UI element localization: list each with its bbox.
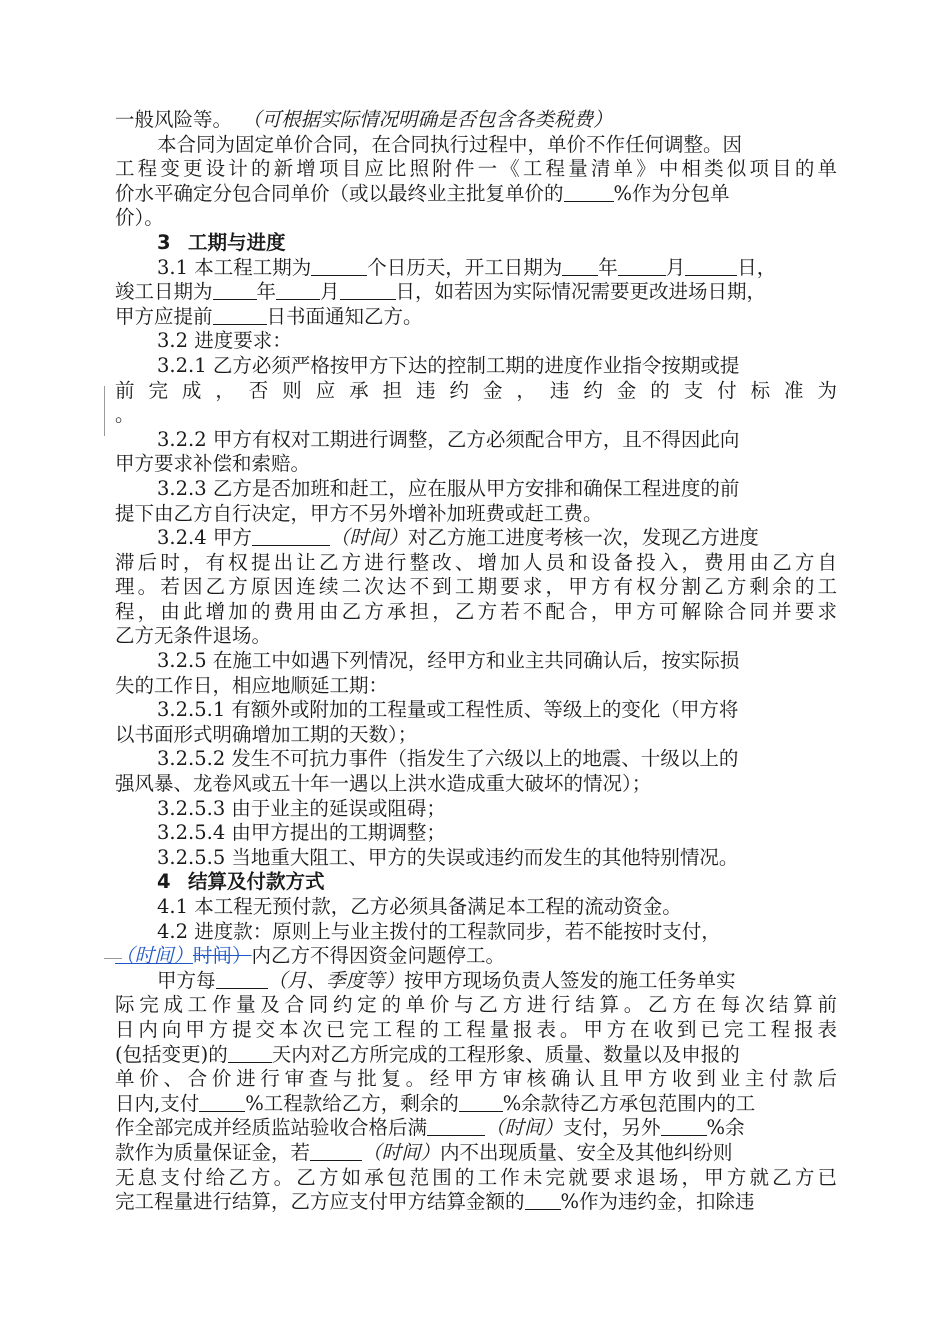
paragraph-line: 滞后时，有权提出让乙方进行整改、增加人员和设备投入，费用由乙方自 xyxy=(115,550,837,574)
paragraph-line: 价）。 xyxy=(115,206,164,230)
paragraph-line: 。 xyxy=(115,403,135,427)
paragraph-line: 3.2.5.2 发生不可抗力事件（指发生了六级以上的地震、十级以上的 xyxy=(157,747,739,771)
fill-blank[interactable] xyxy=(525,1191,561,1210)
paragraph-line: 甲方要求补偿和索赔。 xyxy=(115,452,311,476)
fill-blank[interactable] xyxy=(216,970,268,989)
fill-blank[interactable] xyxy=(213,281,257,300)
paragraph-line: 无息支付给乙方。乙方如承包范围的工作未完就要求退场，甲方就乙方已 xyxy=(115,1165,837,1189)
paragraph-line: 理。若因乙方原因连续二次达不到工期要求，甲方有权分割乙方剩余的工 xyxy=(115,575,837,599)
paragraph-line: 3.1 本工程工期为 个日历天，开工日期为 年 月 日， xyxy=(157,255,777,279)
fill-blank[interactable] xyxy=(618,257,666,276)
paragraph-line: 3.2.5.5 当地重大阻工、甲方的失误或违约而发生的其他特别情况。 xyxy=(157,845,739,869)
paragraph-line: (包括变更)的 天内对乙方所完成的工程形象、质量、数量以及申报的 xyxy=(115,1042,740,1066)
document-body xyxy=(115,108,837,1215)
revision-insertion[interactable]: （时间） xyxy=(115,944,194,968)
fill-blank[interactable] xyxy=(199,1093,245,1112)
paragraph-line: 日内向甲方提交本次已完工程的工程量报表。甲方在收到已完工程报表 xyxy=(115,1017,837,1041)
paragraph-line: 3.2.1 乙方必须严格按甲方下达的控制工期的进度作业指令按期或提 xyxy=(157,353,740,377)
paragraph-line: 完工程量进行结算，乙方应支付甲方结算金额的 %作为违约金，扣除违 xyxy=(115,1190,755,1214)
paragraph-line: 一般风险等。 （可根据实际情况明确是否包含各类税费） xyxy=(115,108,613,131)
paragraph-line: 日内,支付 %工程款给乙方，剩余的 %余款待乙方承包范围内的工 xyxy=(115,1091,756,1115)
fill-blank[interactable] xyxy=(340,281,396,300)
fill-blank[interactable] xyxy=(459,1093,503,1112)
fill-blank[interactable] xyxy=(228,1044,272,1063)
paragraph-line: 3.2.3 乙方是否加班和赶工，应在服从甲方安排和确保工程进度的前 xyxy=(157,476,740,500)
fill-blank[interactable] xyxy=(252,527,330,546)
section-heading: 3 工期与进度 xyxy=(157,230,286,254)
paragraph-line: 3.2.4 甲方 （时间）对乙方施工进度考核一次，发现乙方进度 xyxy=(157,526,759,550)
section-heading: 4 结算及付款方式 xyxy=(157,870,325,894)
fill-blank[interactable] xyxy=(562,257,598,276)
paragraph-line: 际完成工作量及合同约定的单价与乙方进行结算。乙方在每次结算前 xyxy=(115,993,837,1017)
paragraph-line: 4.2 进度款：原则上与业主拨付的工程款同步，若不能按时支付， xyxy=(157,919,721,943)
fill-blank[interactable] xyxy=(685,257,737,276)
paragraph-line: 款作为质量保证金，若 （时间）内不出现质量、安全及其他纠纷则 xyxy=(115,1140,733,1164)
paragraph-line: 工程变更设计的新增项目应比照附件一《工程量清单》中相类似项目的单 xyxy=(115,157,837,181)
fill-blank[interactable] xyxy=(213,306,267,325)
fill-blank[interactable] xyxy=(276,281,320,300)
paragraph-line: 作全部完成并经质监站验收合格后满 （时间）支付，另外 %余 xyxy=(115,1116,745,1140)
tracked-change-line: （时间）时间）内乙方不得因资金问题停工。 xyxy=(115,944,506,968)
paragraph-line: 提下由乙方自行决定，甲方不另外增补加班费或赶工费。 xyxy=(115,501,603,525)
paragraph-line: 程，由此增加的费用由乙方承担，乙方若不配合，甲方可解除合同并要求 xyxy=(115,599,837,623)
paragraph-line: 3.2.5.1 有额外或附加的工程量或工程性质、等级上的变化（甲方将 xyxy=(157,698,739,722)
paragraph-line: 4.1 本工程无预付款，乙方必须具备满足本工程的流动资金。 xyxy=(157,895,682,918)
fill-blank[interactable] xyxy=(311,257,367,276)
paragraph-line: 甲方应提前 日书面通知乙方。 xyxy=(115,304,423,328)
paragraph-line: 3.2.5.4 由甲方提出的工期调整； xyxy=(157,821,446,845)
paragraph-line: 乙方无条件退场。 xyxy=(115,624,272,648)
fill-blank[interactable] xyxy=(427,1117,485,1136)
paragraph-line: 本合同为固定单价合同，在合同执行过程中，单价不作任何调整。因 xyxy=(157,132,743,156)
revision-bar xyxy=(104,386,105,436)
paragraph-line: 3.2.5 在施工中如遇下列情况，经甲方和业主共同确认后，按实际损 xyxy=(157,649,740,673)
paragraph-line: 失的工作日，相应地顺延工期： xyxy=(115,673,389,697)
paragraph-line: 价水平确定分包合同单价（或以最终业主批复单价的 %作为分包单 xyxy=(115,181,730,205)
paragraph-line: 甲方每 （月、季度等）按甲方现场负责人签发的施工任务单实 xyxy=(157,968,736,992)
paragraph-line: 以书面形式明确增加工期的天数）； xyxy=(115,722,418,746)
paragraph-line: 强风暴、龙卷风或五十年一遇以上洪水造成重大破坏的情况）； xyxy=(115,772,652,796)
fill-blank[interactable] xyxy=(310,1142,362,1161)
paragraph-line: 3.2.2 甲方有权对工期进行调整，乙方必须配合甲方，且不得因此向 xyxy=(157,427,740,451)
paragraph-line: 单价、合价进行审查与批复。经甲方审核确认且甲方收到业主付款后 xyxy=(115,1067,837,1091)
fill-blank[interactable] xyxy=(661,1117,707,1136)
paragraph-line: 3.2.5.3 由于业主的延误或阻碍； xyxy=(157,796,446,820)
paragraph-line: 前完成，否则应承担违约金，违约金的支付标准为 xyxy=(115,378,837,402)
paragraph-line: 竣工日期为 年 月 日，如若因为实际情况需要更改进场日期， xyxy=(115,280,767,304)
paragraph-line: 3.2 进度要求： xyxy=(157,329,292,353)
revision-deletion[interactable]: 时间） xyxy=(193,944,252,968)
fill-blank[interactable] xyxy=(564,183,614,202)
